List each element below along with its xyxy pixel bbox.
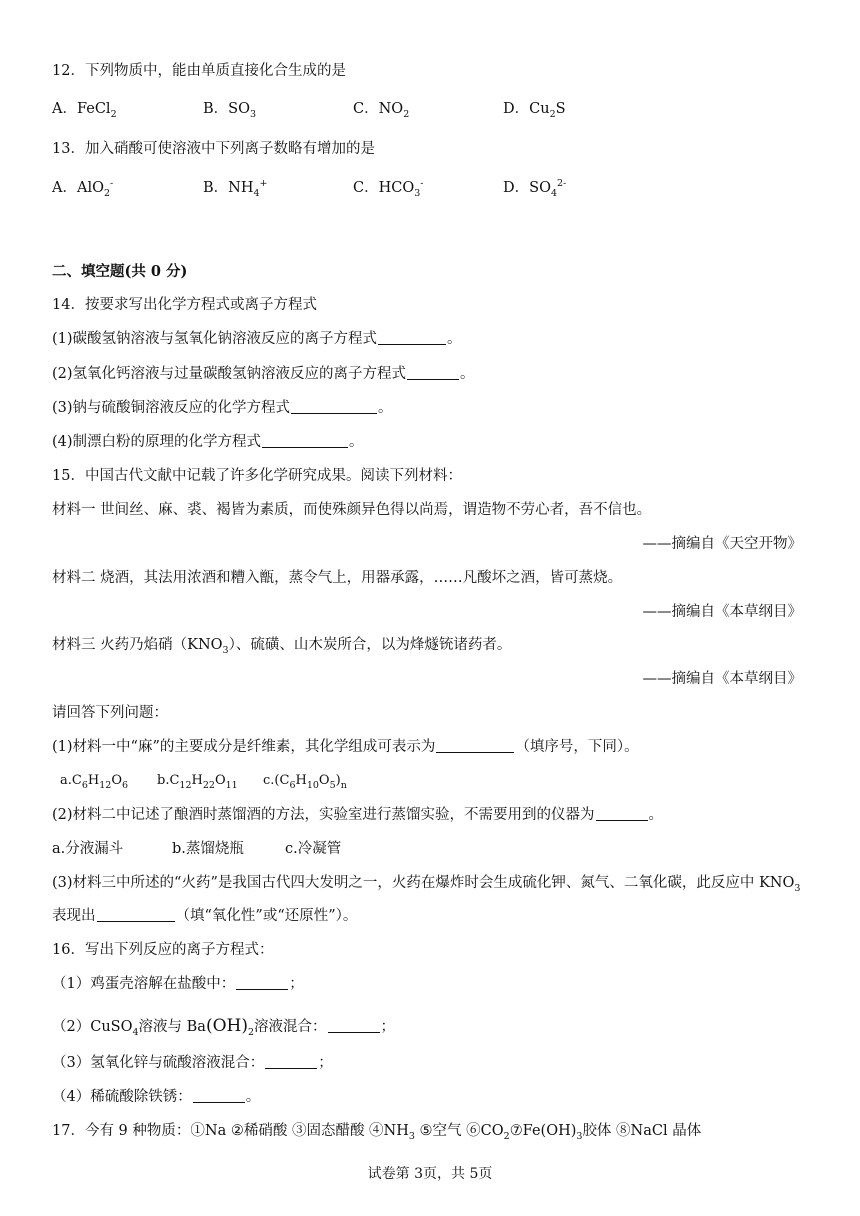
answer-blank[interactable] xyxy=(262,433,348,448)
q12-stem: 12．下列物质中，能由单质直接化合生成的是 xyxy=(52,63,346,79)
q15-ask: 请回答下列问题： xyxy=(52,705,168,721)
answer-blank[interactable] xyxy=(407,365,459,380)
q15-part-1: (1)材料一中“麻”的主要成分是纤维素，其化学组成可表示为 （填序号，下同）。 xyxy=(52,739,639,755)
page-footer: 试卷第 3页，共 5页 xyxy=(367,1166,493,1182)
q17-stem: 17．今有 9 种物质：①Na ②稀硝酸 ③固态醋酸 $④NH_3$ ⑤空气 $⑥CO_2⑦Fe(OH)_3$胶体 ⑧NaCl 晶体 xyxy=(52,1123,702,1142)
q15-material-3-source: ——摘编自《本草纲目》 xyxy=(642,671,802,687)
answer-blank[interactable] xyxy=(265,1054,317,1069)
q16-item-2: （2）CuSO$_4$溶液与 $Ba(OH)_2$溶液混合： ； xyxy=(52,1016,396,1038)
answer-blank[interactable] xyxy=(193,1088,245,1103)
answer-blank[interactable] xyxy=(596,806,648,821)
q13-option-b: B．$NH_4^+$ xyxy=(203,178,268,199)
q15-part-2-option-a: a.分液漏斗 xyxy=(52,841,124,857)
q14-item-3: (3)钠与硫酸铜溶液反应的化学方程式 。 xyxy=(52,400,393,416)
q12-option-c: C．$NO_2$ xyxy=(353,101,410,120)
q15-part-2-option-b: b.蒸馏烧瓶 xyxy=(172,841,244,857)
q14-item-1: (1)碳酸氢钠溶液与氢氧化钠溶液反应的离子方程式 。 xyxy=(52,331,462,347)
q15-material-3: 材料三 火药乃焰硝$(KNO_3)$、硫磺、山木炭所合，以为烽燧铳诸药者。 xyxy=(52,637,512,656)
q14-item-2: (2)氢氧化钙溶液与过量碳酸氢钠溶液反应的离子方程式 。 xyxy=(52,366,475,382)
q15-material-2-source: ——摘编自《本草纲目》 xyxy=(642,604,802,620)
q15-part-1-option-c: $c.(C_6H_{10}O_5)_n$ xyxy=(263,773,347,791)
q13-option-d: D．$SO_4^{2-}$ xyxy=(503,178,567,199)
q14-item-4: (4)制漂白粉的原理的化学方程式 。 xyxy=(52,434,364,450)
answer-blank[interactable] xyxy=(328,1018,380,1033)
answer-blank[interactable] xyxy=(291,399,377,414)
section-title: 二、填空题(共 0 分) xyxy=(52,263,188,280)
q16-stem: 16．写出下列反应的离子方程式： xyxy=(52,942,274,958)
q16-item-4: （4）稀硫酸除铁锈： 。 xyxy=(52,1089,261,1105)
q15-stem: 15．中国古代文献中记载了许多化学研究成果。阅读下列材料： xyxy=(52,468,462,484)
answer-blank[interactable] xyxy=(378,330,446,345)
answer-blank[interactable] xyxy=(97,907,175,922)
q12-option-b: B．$SO_3$ xyxy=(203,101,257,120)
answer-blank[interactable] xyxy=(236,975,288,990)
q14-stem: 14．按要求写出化学方程式或离子方程式 xyxy=(52,297,317,313)
q15-part-3-cont: 表现出 （填“氧化性”或“还原性”）。 xyxy=(52,908,358,924)
answer-blank[interactable] xyxy=(436,738,514,753)
q13-stem: 13．加入硝酸可使溶液中下列离子数略有增加的是 xyxy=(52,141,375,157)
q15-material-2: 材料二 烧酒，其法用浓酒和糟入甑，蒸令气上，用器承露，……凡酸坏之酒，皆可蒸烧。 xyxy=(52,570,623,586)
q13-option-c: C．$HCO_3^-$ xyxy=(353,178,424,199)
q15-part-1-option-a: $a.C_6H_{12}O_6$ xyxy=(60,773,129,791)
q13-option-a: A．AlO$_2$- xyxy=(52,178,114,199)
q16-item-1: （1）鸡蛋壳溶解在盐酸中： ； xyxy=(52,976,304,992)
q16-item-3: （3）氢氧化锌与硫酸溶液混合： ； xyxy=(52,1055,333,1071)
q15-part-1-option-b: $b.C_{12}H_{22}O_{11}$ xyxy=(157,773,238,791)
q15-part-2-option-c: c.冷凝管 xyxy=(285,841,342,857)
q15-part-2: (2)材料二中记述了酿酒时蒸馏酒的方法，实验室进行蒸馏实验，不需要用到的仪器为 。 xyxy=(52,807,664,823)
q15-material-1: 材料一 世间丝、麻、裘、褐皆为素质，而使殊颜异色得以尚焉，谓造物不劳心者，吾不信也。 xyxy=(52,502,652,518)
q12-option-d: D．$Cu_2S$ xyxy=(503,101,566,120)
q15-part-3: (3)材料三中所述的“火药”是我国古代四大发明之一，火药在爆炸时会生成硫化钾、氮气、二氧化碳，此反应中 $KNO_3$ xyxy=(52,875,801,894)
q12-option-a: A．FeCl$_2$ xyxy=(52,101,117,120)
q15-material-1-source: ——摘编自《天空开物》 xyxy=(642,536,802,552)
